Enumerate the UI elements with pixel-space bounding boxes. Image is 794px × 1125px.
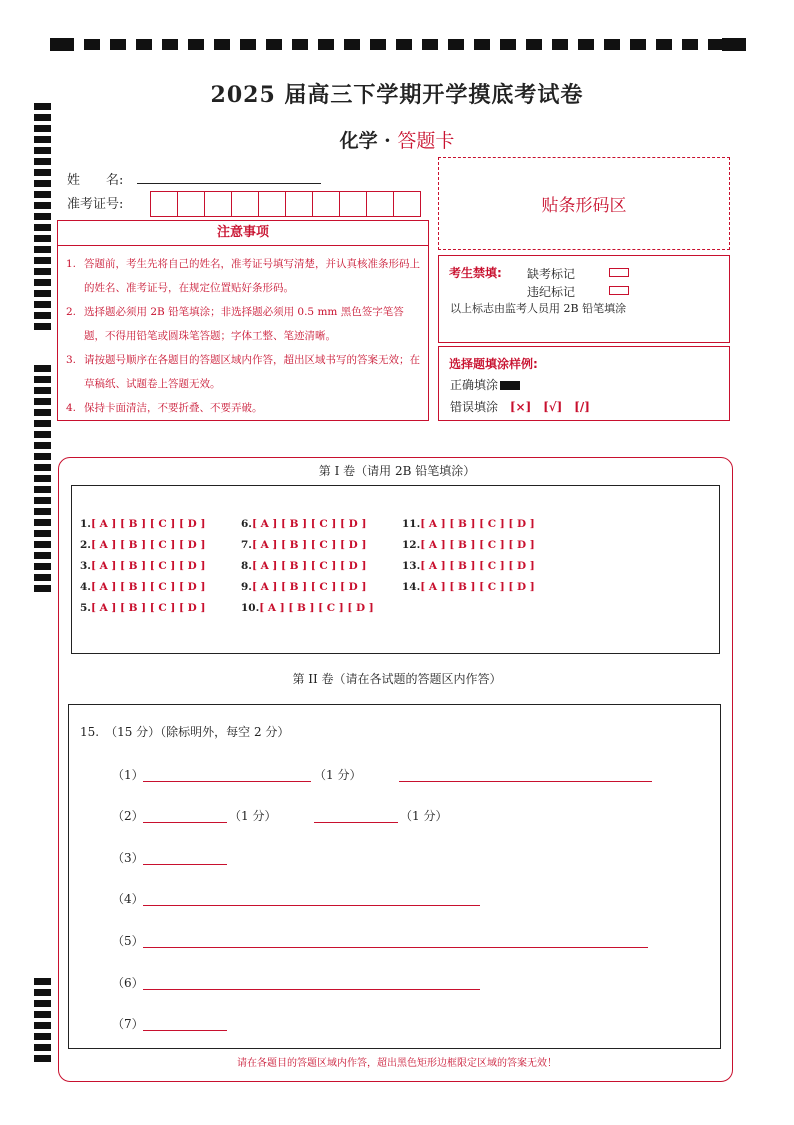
timing-mark: [34, 191, 51, 198]
timing-mark: [34, 442, 51, 449]
timing-mark: [552, 39, 568, 50]
timing-mark: [34, 312, 51, 319]
fill-sample-label: 选择题填涂样例:: [449, 357, 538, 371]
subpart-label: （7）: [112, 1017, 144, 1031]
correct-fill-row: [450, 376, 520, 393]
timing-mark: [34, 420, 51, 427]
answer-line[interactable]: [143, 905, 480, 906]
timing-mark: [34, 989, 51, 996]
timing-mark: [34, 114, 51, 121]
mc-option-bubbles[interactable]: [ A ] [ B ] [ C ] [ D ]: [90, 560, 206, 572]
timing-mark: [34, 365, 51, 372]
timing-mark: [34, 301, 51, 308]
forbidden-note: 以上标志由监考人员用 2B 铅笔填涂: [450, 302, 627, 315]
timing-mark: [370, 39, 386, 50]
notice-item: [66, 348, 420, 396]
timing-mark: [396, 39, 412, 50]
absent-mark-label: 缺考标记: [527, 267, 576, 281]
timing-mark: [34, 213, 51, 220]
timing-mark: [34, 552, 51, 559]
timing-mark: [656, 39, 672, 50]
mc-option-bubbles[interactable]: [ A ] [ B ] [ C ] [ D ]: [420, 518, 535, 530]
absent-mark-box[interactable]: [609, 268, 629, 277]
card-subtitle: [0, 126, 794, 153]
footer-warning: 请在各题目的答题区域内作答，超出黑色矩形边框限定区域的答案无效！: [237, 1058, 557, 1069]
timing-mark: [34, 1044, 51, 1051]
timing-mark: [34, 235, 51, 242]
answer-line[interactable]: [143, 989, 480, 990]
timing-mark: [34, 398, 51, 405]
id-digit-box[interactable]: [150, 191, 178, 217]
timing-mark: [34, 508, 51, 515]
timing-mark: [34, 202, 51, 209]
timing-mark: [34, 257, 51, 264]
mc-option-bubbles[interactable]: [ A ] [ B ] [ C ] [ D ]: [90, 518, 206, 530]
id-label: 准考证号:: [67, 197, 124, 212]
forbidden-panel: [438, 255, 730, 343]
mc-option-bubbles[interactable]: [ A ] [ B ] [ C ] [ D ]: [251, 581, 367, 593]
timing-mark: [34, 268, 51, 275]
notice-item-text: 保持卡面清洁，不要折叠、不要弄破。: [84, 402, 263, 414]
id-digit-box[interactable]: [312, 191, 340, 217]
mc-option-bubbles[interactable]: [ A ] [ B ] [ C ] [ D ]: [90, 602, 206, 614]
mc-option-bubbles[interactable]: [ A ] [ B ] [ C ] [ D ]: [420, 539, 535, 551]
mc-question: [80, 560, 205, 572]
notice-item-number: 4.: [66, 402, 77, 414]
notice-panel: [57, 220, 429, 421]
card-label: 答题卡: [397, 130, 455, 152]
timing-mark: [526, 39, 542, 50]
timing-mark: [34, 497, 51, 504]
timing-mark: [162, 39, 178, 50]
mc-question: [241, 602, 374, 614]
timing-mark: [500, 39, 516, 50]
mc-question: [80, 518, 205, 530]
notice-item-number: 1.: [66, 258, 77, 270]
barcode-area: [438, 157, 730, 250]
timing-mark: [34, 376, 51, 383]
timing-mark: [34, 290, 51, 297]
answer-line[interactable]: [143, 781, 311, 782]
barcode-label: 贴条形码区: [541, 196, 627, 216]
id-digit-box[interactable]: [231, 191, 259, 217]
mc-question: [241, 581, 366, 593]
id-digit-box[interactable]: [204, 191, 232, 217]
mc-question: [402, 539, 535, 551]
timing-mark: [474, 39, 490, 50]
mc-question-number: 9.: [241, 581, 252, 593]
mc-question-number: 7.: [241, 539, 252, 551]
timing-mark: [34, 180, 51, 187]
timing-mark: [604, 39, 620, 50]
wrong-fill-row: [450, 398, 590, 415]
notice-item-number: 3.: [66, 354, 77, 366]
timing-mark: [630, 39, 646, 50]
timing-mark: [34, 1033, 51, 1040]
mc-option-bubbles[interactable]: [ A ] [ B ] [ C ] [ D ]: [251, 518, 367, 530]
subpart-label: （3）: [112, 851, 144, 865]
mc-question: [241, 518, 366, 530]
timing-mark: [34, 453, 51, 460]
id-number-boxes[interactable]: [151, 191, 421, 217]
timing-mark: [34, 541, 51, 548]
mc-question-number: 5.: [80, 602, 91, 614]
subpart-label: （6）: [112, 976, 144, 990]
mc-question-number: 11.: [402, 518, 421, 530]
name-field[interactable]: [137, 183, 321, 184]
timing-mark: [682, 39, 698, 50]
mc-option-bubbles[interactable]: [ A ] [ B ] [ C ] [ D ]: [420, 581, 535, 593]
timing-mark: [84, 39, 100, 50]
mc-question-number: 1.: [80, 518, 91, 530]
mc-question: [80, 539, 205, 551]
timing-mark: [34, 387, 51, 394]
timing-mark: [50, 38, 74, 51]
id-digit-box[interactable]: [366, 191, 394, 217]
timing-mark: [578, 39, 594, 50]
timing-mark: [34, 519, 51, 526]
id-digit-box[interactable]: [258, 191, 286, 217]
answer-line[interactable]: [314, 822, 398, 823]
timing-mark: [34, 1000, 51, 1007]
mc-question-number: 12.: [402, 539, 421, 551]
timing-mark: [34, 409, 51, 416]
notice-heading: 注意事项: [58, 221, 428, 246]
part1-title: 第 I 卷（请用 2B 铅笔填涂）: [318, 464, 476, 478]
mc-question-number: 6.: [241, 518, 252, 530]
point-note: （1 分）: [314, 768, 362, 782]
answer-line[interactable]: [143, 822, 227, 823]
correct-fill-label: 正确填涂: [450, 378, 499, 392]
mc-question-number: 10.: [241, 602, 260, 614]
mc-question-number: 4.: [80, 581, 91, 593]
notice-item-text: 请按题号顺序在各题目的答题区域内作答，超出区域书写的答案无效；在草稿纸、试题卷上答题无效。: [84, 354, 420, 390]
notice-list: [58, 246, 428, 420]
subpart-label: （4）: [112, 892, 144, 906]
timing-mark: [240, 39, 256, 50]
timing-mark: [292, 39, 308, 50]
timing-mark: [34, 158, 51, 165]
mc-option-bubbles[interactable]: [ A ] [ B ] [ C ] [ D ]: [420, 560, 535, 572]
timing-mark: [34, 1011, 51, 1018]
timing-mark: [34, 563, 51, 570]
timing-mark: [448, 39, 464, 50]
timing-mark: [110, 39, 126, 50]
notice-item: [66, 300, 420, 348]
subpart-label: （5）: [112, 934, 144, 948]
mc-question: [402, 581, 535, 593]
mc-option-bubbles[interactable]: [ A ] [ B ] [ C ] [ D ]: [90, 539, 206, 551]
mc-question: [80, 602, 205, 614]
answer-line[interactable]: [143, 1030, 227, 1031]
subpart-label: （2）: [112, 809, 144, 823]
point-note: （1 分）: [229, 809, 277, 823]
notice-item-text: 答题前，考生先将自己的姓名，准考证号填写清楚，并认真核准条形码上的姓名、准考证号，在规定位置贴好条形码。: [84, 258, 420, 294]
timing-mark: [136, 39, 152, 50]
mc-option-bubbles[interactable]: [ A ] [ B ] [ C ] [ D ]: [259, 602, 374, 614]
mc-question-number: 8.: [241, 560, 252, 572]
timing-mark: [34, 574, 51, 581]
mc-question: [402, 560, 535, 572]
point-note: （1 分）: [400, 809, 448, 823]
answer-line[interactable]: [143, 864, 227, 865]
timing-mark: [34, 246, 51, 253]
notice-item: [66, 396, 420, 420]
wrong-example: [√]: [543, 400, 563, 414]
exam-title: 2025 届高三下学期开学摸底考试卷: [210, 82, 584, 108]
top-timing-marks: [50, 38, 746, 51]
mc-question: [241, 560, 366, 572]
timing-mark: [318, 39, 334, 50]
notice-item-number: 2.: [66, 306, 77, 318]
timing-mark: [34, 279, 51, 286]
timing-mark: [34, 486, 51, 493]
mc-question-number: 2.: [80, 539, 91, 551]
timing-mark: [34, 169, 51, 176]
timing-mark: [188, 39, 204, 50]
answer-line[interactable]: [143, 947, 648, 948]
id-digit-box[interactable]: [393, 191, 421, 217]
q15-header: 15. （15 分）（除标明外，每空 2 分）: [80, 725, 290, 739]
mc-question: [241, 539, 366, 551]
timing-mark: [34, 978, 51, 985]
wrong-example: [×]: [509, 400, 532, 414]
violation-mark-label: 违纪标记: [527, 285, 576, 299]
notice-item: [66, 252, 420, 300]
answer-line[interactable]: [399, 781, 652, 782]
wrong-fill-label: 错误填涂: [450, 400, 499, 414]
q15-answer-box: [68, 704, 721, 1049]
timing-mark: [266, 39, 282, 50]
id-digit-box[interactable]: [339, 191, 367, 217]
timing-mark: [422, 39, 438, 50]
timing-mark: [34, 530, 51, 537]
fill-sample-panel: [438, 346, 730, 421]
notice-item-text: 选择题必须用 2B 铅笔填涂；非选择题必须用 0.5 mm 黑色签字笔答题，不得用铅笔或圆珠笔答题；字体工整、笔迹清晰。: [84, 306, 404, 342]
timing-mark: [34, 585, 51, 592]
violation-mark-box[interactable]: [609, 286, 629, 295]
part2-title: 第 II 卷（请在各试题的答题区内作答）: [292, 672, 502, 686]
filled-mark-icon: [500, 381, 520, 390]
mc-question-number: 14.: [402, 581, 421, 593]
mc-option-bubbles[interactable]: [ A ] [ B ] [ C ] [ D ]: [251, 560, 367, 572]
name-label: 姓 名:: [67, 173, 124, 188]
forbidden-label: 考生禁填:: [449, 266, 502, 280]
id-digit-box[interactable]: [285, 191, 313, 217]
timing-mark: [34, 431, 51, 438]
timing-mark: [214, 39, 230, 50]
mc-question: [402, 518, 535, 530]
id-digit-box[interactable]: [177, 191, 205, 217]
side-timing-marks-middle: [34, 365, 51, 600]
subpart-label: （1）: [112, 768, 144, 782]
mc-question-number: 3.: [80, 560, 91, 572]
mc-question: [80, 581, 205, 593]
mc-option-bubbles[interactable]: [ A ] [ B ] [ C ] [ D ]: [251, 539, 367, 551]
timing-mark: [34, 1022, 51, 1029]
timing-mark: [34, 323, 51, 330]
subject-name: 化学 ·: [339, 130, 398, 152]
mc-question-number: 13.: [402, 560, 421, 572]
timing-mark: [344, 39, 360, 50]
wrong-example: [/]: [574, 400, 590, 414]
mc-option-bubbles[interactable]: [ A ] [ B ] [ C ] [ D ]: [90, 581, 206, 593]
timing-mark: [34, 224, 51, 231]
timing-mark: [722, 38, 746, 51]
